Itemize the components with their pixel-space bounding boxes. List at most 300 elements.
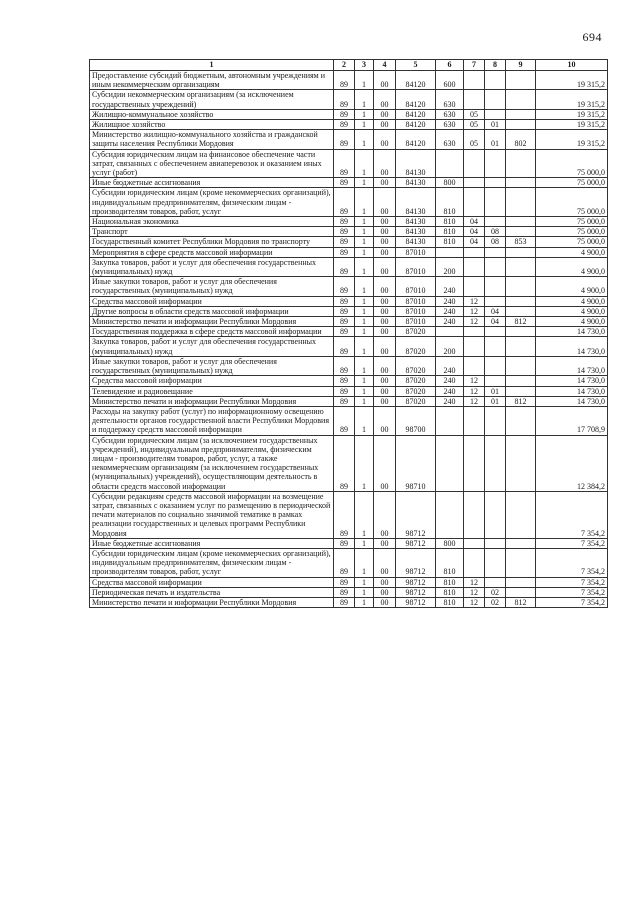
amount-cell: 4 900,0 bbox=[536, 306, 608, 316]
code-cell bbox=[506, 188, 536, 217]
code-cell: 1 bbox=[355, 406, 374, 435]
code-cell bbox=[485, 149, 506, 178]
table-row bbox=[90, 538, 608, 548]
code-cell: 00 bbox=[374, 296, 396, 306]
row-name-cell: Транспорт bbox=[90, 227, 334, 237]
code-cell bbox=[506, 109, 536, 119]
column-header: 1 bbox=[90, 60, 334, 71]
code-cell: 00 bbox=[374, 356, 396, 375]
code-cell: 89 bbox=[334, 120, 355, 130]
code-cell: 04 bbox=[485, 317, 506, 327]
code-cell: 00 bbox=[374, 247, 396, 257]
row-name-cell: Средства массовой информации bbox=[90, 577, 334, 587]
code-cell: 89 bbox=[334, 317, 355, 327]
code-cell bbox=[464, 178, 485, 188]
code-cell: 240 bbox=[436, 306, 464, 316]
code-cell: 00 bbox=[374, 386, 396, 396]
code-cell: 00 bbox=[374, 237, 396, 247]
code-cell: 89 bbox=[334, 491, 355, 538]
amount-cell: 19 315,2 bbox=[536, 109, 608, 119]
row-name-cell: Национальная экономика bbox=[90, 217, 334, 227]
code-cell: 12 bbox=[464, 296, 485, 306]
amount-cell: 19 315,2 bbox=[536, 130, 608, 149]
code-cell: 00 bbox=[374, 577, 396, 587]
code-cell bbox=[464, 247, 485, 257]
code-cell: 87020 bbox=[396, 356, 436, 375]
table-row bbox=[90, 247, 608, 257]
code-cell: 240 bbox=[436, 376, 464, 386]
code-cell: 04 bbox=[464, 237, 485, 247]
code-cell: 1 bbox=[355, 356, 374, 375]
row-name-cell: Министерство жилищно-коммунального хозяйства и гражданской защиты населения Республики Мордовия bbox=[90, 130, 334, 149]
code-cell bbox=[485, 337, 506, 356]
code-cell: 12 bbox=[464, 317, 485, 327]
code-cell: 89 bbox=[334, 396, 355, 406]
code-cell bbox=[464, 149, 485, 178]
table-row bbox=[90, 227, 608, 237]
code-cell: 1 bbox=[355, 188, 374, 217]
table-row bbox=[90, 149, 608, 178]
column-header: 6 bbox=[436, 60, 464, 71]
code-cell: 84130 bbox=[396, 217, 436, 227]
code-cell: 98712 bbox=[396, 491, 436, 538]
table-header-row bbox=[90, 60, 608, 71]
code-cell bbox=[506, 296, 536, 306]
row-name-cell: Иные закупки товаров, работ и услуг для обеспечения государственных (муниципальных) нужд bbox=[90, 277, 334, 296]
code-cell: 87010 bbox=[396, 277, 436, 296]
code-cell: 1 bbox=[355, 327, 374, 337]
code-cell bbox=[506, 435, 536, 491]
code-cell: 240 bbox=[436, 396, 464, 406]
code-cell bbox=[485, 90, 506, 109]
code-cell: 1 bbox=[355, 386, 374, 396]
code-cell: 87010 bbox=[396, 306, 436, 316]
amount-cell: 14 730,0 bbox=[536, 356, 608, 375]
row-name-cell: Иные бюджетные ассигнования bbox=[90, 178, 334, 188]
code-cell: 05 bbox=[464, 130, 485, 149]
code-cell: 12 bbox=[464, 597, 485, 607]
table-row bbox=[90, 237, 608, 247]
budget-table bbox=[89, 59, 608, 608]
code-cell: 630 bbox=[436, 130, 464, 149]
code-cell: 1 bbox=[355, 237, 374, 247]
code-cell: 1 bbox=[355, 337, 374, 356]
code-cell: 1 bbox=[355, 178, 374, 188]
row-name-cell: Министерство печати и информации Республики Мордовия bbox=[90, 317, 334, 327]
code-cell: 05 bbox=[464, 109, 485, 119]
amount-cell: 4 900,0 bbox=[536, 257, 608, 276]
code-cell: 812 bbox=[506, 597, 536, 607]
table-row bbox=[90, 188, 608, 217]
amount-cell: 19 315,2 bbox=[536, 120, 608, 130]
code-cell bbox=[464, 327, 485, 337]
code-cell: 200 bbox=[436, 257, 464, 276]
table-row bbox=[90, 386, 608, 396]
code-cell: 04 bbox=[464, 217, 485, 227]
table-row bbox=[90, 597, 608, 607]
code-cell: 84130 bbox=[396, 188, 436, 217]
code-cell: 00 bbox=[374, 396, 396, 406]
code-cell: 810 bbox=[436, 587, 464, 597]
code-cell bbox=[506, 120, 536, 130]
code-cell bbox=[506, 247, 536, 257]
code-cell bbox=[464, 188, 485, 217]
code-cell: 84120 bbox=[396, 130, 436, 149]
code-cell: 89 bbox=[334, 548, 355, 577]
code-cell: 240 bbox=[436, 356, 464, 375]
amount-cell: 19 315,2 bbox=[536, 90, 608, 109]
code-cell bbox=[436, 406, 464, 435]
amount-cell: 4 900,0 bbox=[536, 296, 608, 306]
row-name-cell: Государственный комитет Республики Мордовия по транспорту bbox=[90, 237, 334, 247]
code-cell: 810 bbox=[436, 577, 464, 587]
code-cell: 89 bbox=[334, 178, 355, 188]
code-cell: 1 bbox=[355, 396, 374, 406]
code-cell: 00 bbox=[374, 406, 396, 435]
code-cell: 1 bbox=[355, 227, 374, 237]
amount-cell: 7 354,2 bbox=[536, 587, 608, 597]
code-cell: 89 bbox=[334, 356, 355, 375]
code-cell bbox=[506, 217, 536, 227]
row-name-cell: Иные бюджетные ассигнования bbox=[90, 538, 334, 548]
code-cell: 00 bbox=[374, 376, 396, 386]
code-cell bbox=[485, 188, 506, 217]
code-cell: 89 bbox=[334, 227, 355, 237]
code-cell: 04 bbox=[464, 227, 485, 237]
column-header: 2 bbox=[334, 60, 355, 71]
table-body bbox=[90, 71, 608, 608]
row-name-cell: Субсидии юридическим лицам (кроме некоммерческих организаций), индивидуальным предпринимателям, физическим лицам - производителям товаров, работ, услуг bbox=[90, 188, 334, 217]
amount-cell: 75 000,0 bbox=[536, 178, 608, 188]
code-cell bbox=[485, 277, 506, 296]
code-cell: 84120 bbox=[396, 120, 436, 130]
column-header: 7 bbox=[464, 60, 485, 71]
code-cell: 84120 bbox=[396, 90, 436, 109]
code-cell: 630 bbox=[436, 120, 464, 130]
code-cell: 1 bbox=[355, 491, 374, 538]
amount-cell: 14 730,0 bbox=[536, 386, 608, 396]
code-cell: 200 bbox=[436, 337, 464, 356]
code-cell: 12 bbox=[464, 396, 485, 406]
column-header: 9 bbox=[506, 60, 536, 71]
code-cell bbox=[485, 491, 506, 538]
code-cell bbox=[464, 257, 485, 276]
code-cell: 1 bbox=[355, 376, 374, 386]
code-cell: 810 bbox=[436, 597, 464, 607]
row-name-cell: Иные закупки товаров, работ и услуг для обеспечения государственных (муниципальных) нужд bbox=[90, 356, 334, 375]
code-cell: 98712 bbox=[396, 597, 436, 607]
table-row bbox=[90, 306, 608, 316]
code-cell bbox=[506, 587, 536, 597]
code-cell: 98712 bbox=[396, 587, 436, 597]
code-cell: 89 bbox=[334, 327, 355, 337]
amount-cell: 14 730,0 bbox=[536, 376, 608, 386]
code-cell: 00 bbox=[374, 90, 396, 109]
code-cell: 1 bbox=[355, 217, 374, 227]
code-cell: 98712 bbox=[396, 577, 436, 587]
code-cell: 1 bbox=[355, 109, 374, 119]
code-cell: 00 bbox=[374, 130, 396, 149]
table-row bbox=[90, 435, 608, 491]
amount-cell: 75 000,0 bbox=[536, 149, 608, 178]
table-row bbox=[90, 577, 608, 587]
code-cell: 87010 bbox=[396, 247, 436, 257]
code-cell bbox=[506, 386, 536, 396]
code-cell: 08 bbox=[485, 237, 506, 247]
code-cell bbox=[485, 109, 506, 119]
code-cell: 01 bbox=[485, 386, 506, 396]
table-row bbox=[90, 356, 608, 375]
code-cell: 89 bbox=[334, 237, 355, 247]
code-cell: 89 bbox=[334, 577, 355, 587]
code-cell bbox=[464, 277, 485, 296]
code-cell: 1 bbox=[355, 257, 374, 276]
table-row bbox=[90, 548, 608, 577]
code-cell: 802 bbox=[506, 130, 536, 149]
code-cell: 00 bbox=[374, 538, 396, 548]
code-cell bbox=[464, 406, 485, 435]
amount-cell: 7 354,2 bbox=[536, 597, 608, 607]
code-cell: 87010 bbox=[396, 317, 436, 327]
code-cell: 00 bbox=[374, 178, 396, 188]
code-cell: 240 bbox=[436, 386, 464, 396]
code-cell: 240 bbox=[436, 296, 464, 306]
code-cell bbox=[436, 491, 464, 538]
code-cell: 01 bbox=[485, 396, 506, 406]
code-cell: 89 bbox=[334, 587, 355, 597]
code-cell bbox=[506, 257, 536, 276]
row-name-cell: Закупка товаров, работ и услуг для обеспечения государственных (муниципальных) нужд bbox=[90, 337, 334, 356]
code-cell bbox=[436, 435, 464, 491]
code-cell: 1 bbox=[355, 277, 374, 296]
code-cell: 1 bbox=[355, 435, 374, 491]
code-cell: 84130 bbox=[396, 227, 436, 237]
column-header: 8 bbox=[485, 60, 506, 71]
column-header: 3 bbox=[355, 60, 374, 71]
table-row bbox=[90, 491, 608, 538]
table-row bbox=[90, 120, 608, 130]
code-cell bbox=[506, 149, 536, 178]
code-cell bbox=[436, 247, 464, 257]
row-name-cell: Субсидии юридическим лицам (кроме некоммерческих организаций), индивидуальным предпринимателям, физическим лицам - производителям товаров, работ, услуг bbox=[90, 548, 334, 577]
table-row bbox=[90, 71, 608, 90]
table-row bbox=[90, 130, 608, 149]
code-cell bbox=[485, 548, 506, 577]
amount-cell: 75 000,0 bbox=[536, 237, 608, 247]
code-cell: 02 bbox=[485, 587, 506, 597]
code-cell: 12 bbox=[464, 587, 485, 597]
table-row bbox=[90, 327, 608, 337]
row-name-cell: Субсидии некоммерческим организациям (за исключением государственных учреждений) bbox=[90, 90, 334, 109]
table-row bbox=[90, 109, 608, 119]
code-cell: 240 bbox=[436, 317, 464, 327]
code-cell: 00 bbox=[374, 227, 396, 237]
row-name-cell: Закупка товаров, работ и услуг для обеспечения государственных (муниципальных) нужд bbox=[90, 257, 334, 276]
code-cell bbox=[464, 356, 485, 375]
code-cell: 1 bbox=[355, 317, 374, 327]
table-row bbox=[90, 317, 608, 327]
table-row bbox=[90, 90, 608, 109]
row-name-cell: Жилищное хозяйство bbox=[90, 120, 334, 130]
code-cell: 98712 bbox=[396, 538, 436, 548]
row-name-cell: Жилищно-коммунальное хозяйство bbox=[90, 109, 334, 119]
code-cell bbox=[485, 406, 506, 435]
code-cell bbox=[464, 538, 485, 548]
amount-cell: 7 354,2 bbox=[536, 538, 608, 548]
code-cell: 89 bbox=[334, 90, 355, 109]
code-cell: 01 bbox=[485, 130, 506, 149]
row-name-cell: Средства массовой информации bbox=[90, 296, 334, 306]
code-cell bbox=[506, 306, 536, 316]
code-cell: 00 bbox=[374, 317, 396, 327]
code-cell bbox=[485, 435, 506, 491]
code-cell bbox=[506, 538, 536, 548]
code-cell: 89 bbox=[334, 406, 355, 435]
code-cell bbox=[485, 296, 506, 306]
code-cell: 1 bbox=[355, 538, 374, 548]
code-cell: 1 bbox=[355, 247, 374, 257]
table-row bbox=[90, 178, 608, 188]
code-cell: 00 bbox=[374, 435, 396, 491]
code-cell: 800 bbox=[436, 178, 464, 188]
code-cell bbox=[464, 548, 485, 577]
amount-cell: 14 730,0 bbox=[536, 327, 608, 337]
code-cell: 89 bbox=[334, 376, 355, 386]
code-cell bbox=[464, 435, 485, 491]
code-cell: 01 bbox=[485, 120, 506, 130]
code-cell bbox=[485, 257, 506, 276]
table-row bbox=[90, 396, 608, 406]
code-cell bbox=[464, 491, 485, 538]
column-header: 5 bbox=[396, 60, 436, 71]
code-cell: 00 bbox=[374, 120, 396, 130]
code-cell: 84130 bbox=[396, 178, 436, 188]
table-row bbox=[90, 337, 608, 356]
code-cell: 87010 bbox=[396, 257, 436, 276]
amount-cell: 4 900,0 bbox=[536, 317, 608, 327]
code-cell: 98700 bbox=[396, 406, 436, 435]
code-cell: 87020 bbox=[396, 376, 436, 386]
code-cell: 89 bbox=[334, 149, 355, 178]
code-cell: 89 bbox=[334, 71, 355, 90]
code-cell: 12 bbox=[464, 386, 485, 396]
code-cell bbox=[485, 577, 506, 587]
code-cell: 08 bbox=[485, 227, 506, 237]
code-cell: 00 bbox=[374, 337, 396, 356]
table-row bbox=[90, 257, 608, 276]
row-name-cell: Средства массовой информации bbox=[90, 376, 334, 386]
page-number: 694 bbox=[582, 30, 602, 44]
code-cell: 853 bbox=[506, 237, 536, 247]
code-cell bbox=[485, 71, 506, 90]
table-row bbox=[90, 217, 608, 227]
code-cell: 1 bbox=[355, 587, 374, 597]
code-cell bbox=[506, 548, 536, 577]
code-cell bbox=[506, 337, 536, 356]
code-cell: 12 bbox=[464, 306, 485, 316]
row-name-cell: Другие вопросы в области средств массовой информации bbox=[90, 306, 334, 316]
code-cell bbox=[485, 356, 506, 375]
code-cell: 1 bbox=[355, 90, 374, 109]
code-cell: 1 bbox=[355, 130, 374, 149]
code-cell: 84130 bbox=[396, 149, 436, 178]
table-row bbox=[90, 296, 608, 306]
code-cell: 89 bbox=[334, 386, 355, 396]
code-cell: 810 bbox=[436, 188, 464, 217]
code-cell: 98710 bbox=[396, 435, 436, 491]
code-cell bbox=[506, 376, 536, 386]
code-cell: 00 bbox=[374, 217, 396, 227]
code-cell: 00 bbox=[374, 257, 396, 276]
row-name-cell: Субсидии редакциям средств массовой информации на возмещение затрат, связанных с оказанием услуг по размещению в периодической печати материалов по социально значимой тематике в рамках реализации государственных и целевых программ Республики Мордовия bbox=[90, 491, 334, 538]
code-cell: 04 bbox=[485, 306, 506, 316]
code-cell: 89 bbox=[334, 247, 355, 257]
code-cell: 1 bbox=[355, 306, 374, 316]
code-cell: 89 bbox=[334, 337, 355, 356]
code-cell: 84120 bbox=[396, 71, 436, 90]
code-cell: 00 bbox=[374, 491, 396, 538]
table-row bbox=[90, 406, 608, 435]
amount-cell: 7 354,2 bbox=[536, 548, 608, 577]
code-cell: 89 bbox=[334, 538, 355, 548]
code-cell: 12 bbox=[464, 577, 485, 587]
code-cell: 89 bbox=[334, 296, 355, 306]
row-name-cell: Министерство печати и информации Республики Мордовия bbox=[90, 396, 334, 406]
code-cell bbox=[506, 71, 536, 90]
code-cell: 89 bbox=[334, 597, 355, 607]
row-name-cell: Министерство печати и информации Республики Мордовия bbox=[90, 597, 334, 607]
code-cell: 02 bbox=[485, 597, 506, 607]
code-cell: 00 bbox=[374, 587, 396, 597]
code-cell: 812 bbox=[506, 396, 536, 406]
amount-cell: 12 384,2 bbox=[536, 435, 608, 491]
code-cell: 87020 bbox=[396, 386, 436, 396]
code-cell bbox=[464, 90, 485, 109]
code-cell bbox=[485, 376, 506, 386]
code-cell bbox=[506, 327, 536, 337]
code-cell bbox=[485, 327, 506, 337]
code-cell: 600 bbox=[436, 71, 464, 90]
row-name-cell: Предоставление субсидий бюджетным, автономным учреждениям и иным некоммерческим организациям bbox=[90, 71, 334, 90]
code-cell bbox=[485, 247, 506, 257]
code-cell: 00 bbox=[374, 188, 396, 217]
amount-cell: 7 354,2 bbox=[536, 491, 608, 538]
code-cell: 810 bbox=[436, 227, 464, 237]
code-cell: 89 bbox=[334, 217, 355, 227]
row-name-cell: Субсидия юридическим лицам на финансовое обеспечение части затрат, связанных с обеспечением авиаперевозок и оказанием иных услуг (работ) bbox=[90, 149, 334, 178]
amount-cell: 14 730,0 bbox=[536, 396, 608, 406]
code-cell: 800 bbox=[436, 538, 464, 548]
code-cell: 87020 bbox=[396, 327, 436, 337]
amount-cell: 19 315,2 bbox=[536, 71, 608, 90]
amount-cell: 75 000,0 bbox=[536, 217, 608, 227]
code-cell bbox=[506, 227, 536, 237]
code-cell: 810 bbox=[436, 217, 464, 227]
column-header: 4 bbox=[374, 60, 396, 71]
code-cell: 00 bbox=[374, 149, 396, 178]
row-name-cell: Государственная поддержка в сфере средств массовой информации bbox=[90, 327, 334, 337]
code-cell: 1 bbox=[355, 71, 374, 90]
code-cell: 1 bbox=[355, 149, 374, 178]
code-cell bbox=[485, 178, 506, 188]
code-cell: 240 bbox=[436, 277, 464, 296]
code-cell: 89 bbox=[334, 130, 355, 149]
code-cell bbox=[436, 149, 464, 178]
code-cell bbox=[506, 577, 536, 587]
code-cell: 89 bbox=[334, 306, 355, 316]
code-cell: 00 bbox=[374, 306, 396, 316]
code-cell: 84120 bbox=[396, 109, 436, 119]
